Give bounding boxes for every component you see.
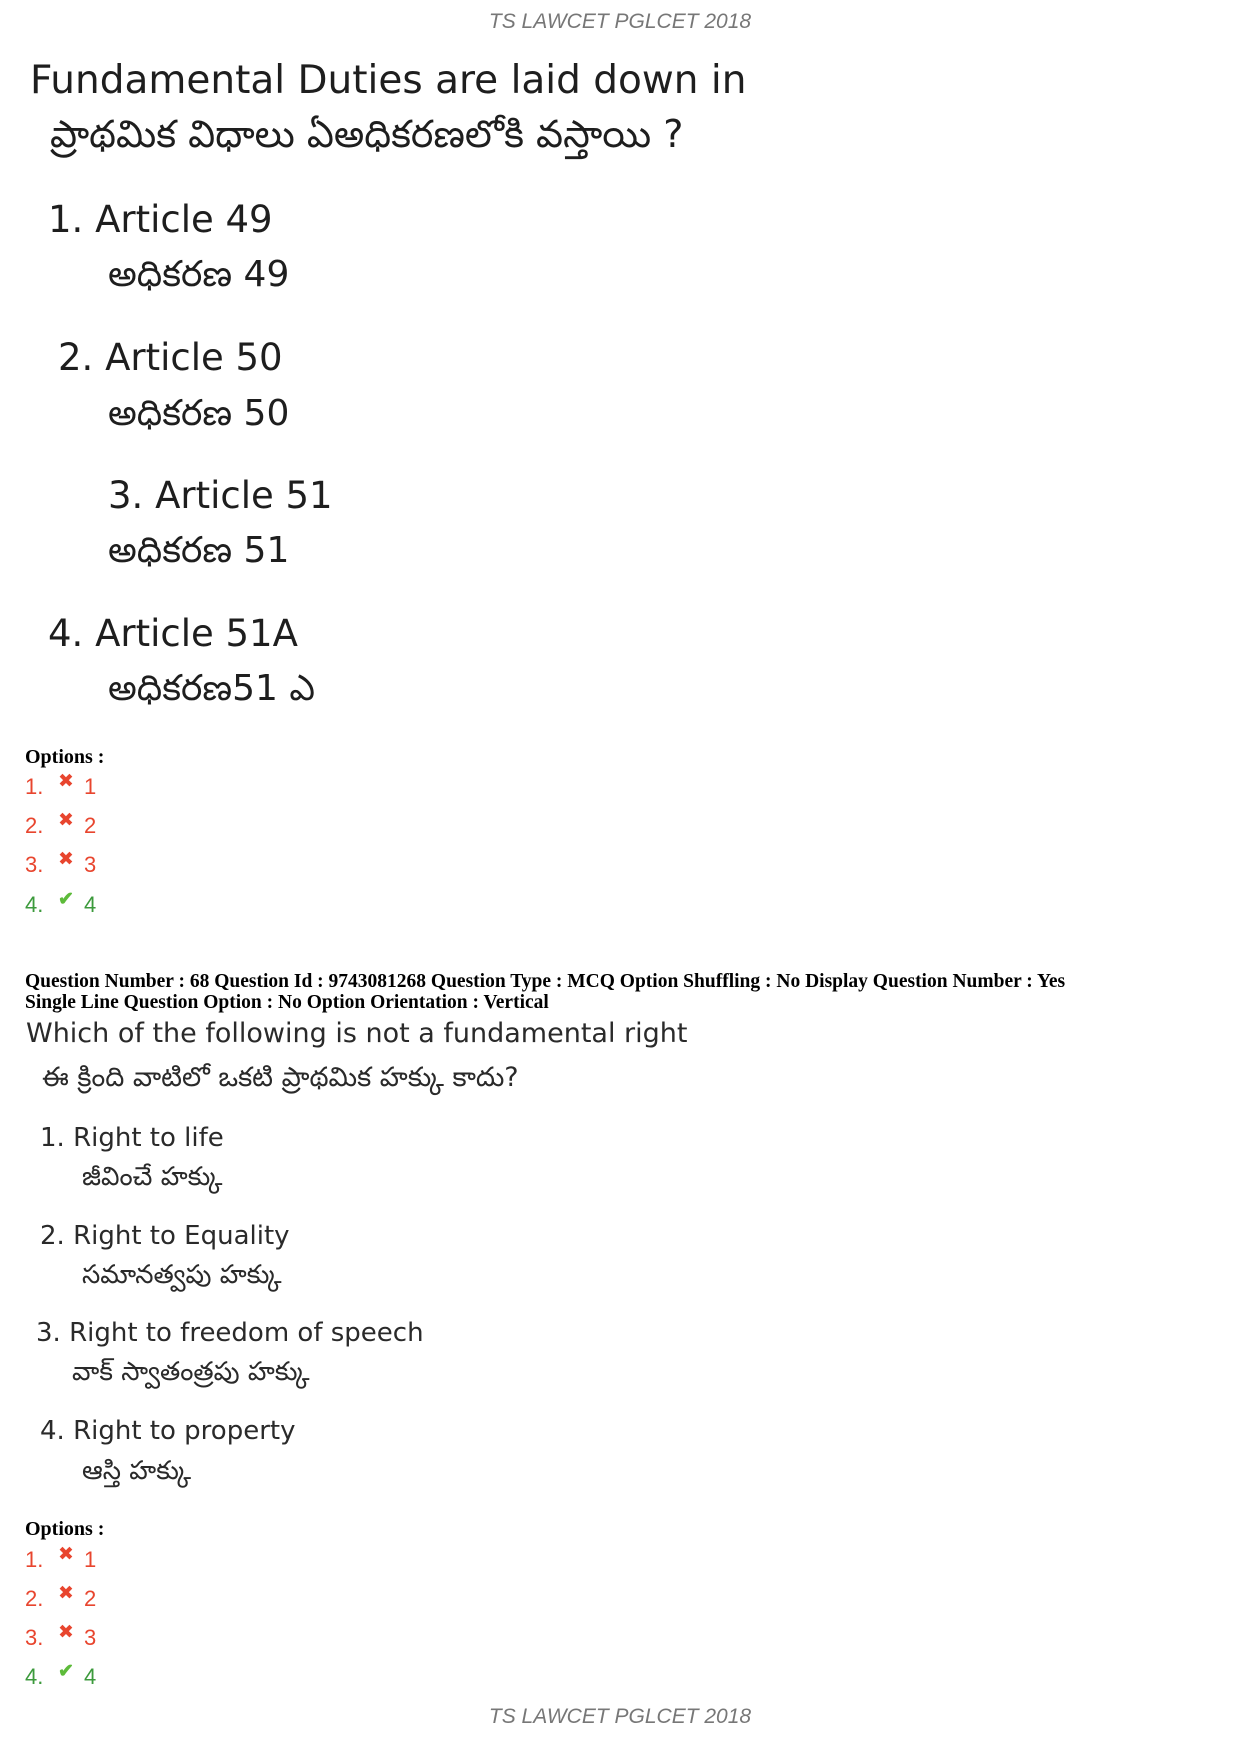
page-header: TS LAWCET PGLCET 2018	[488, 10, 752, 33]
question2-options-label: Options :	[25, 1518, 105, 1540]
option-value: 2	[84, 1586, 97, 1611]
question2-option-4	[25, 1662, 96, 1692]
option-value: 2	[84, 813, 97, 838]
question1-choice-3-telugu: అధికరణ 51	[108, 530, 290, 571]
question1-choice-4: 4. Article 51A	[48, 612, 298, 655]
question1-option-2	[25, 811, 96, 841]
question2-title-telugu: ఈ క్రింది వాటిలో ఒకటి ప్రాథమిక హక్కు కాదు?	[42, 1062, 519, 1093]
option-number: 2.	[25, 1586, 44, 1611]
question1-option-4	[25, 890, 96, 920]
option-number: 4.	[25, 1664, 44, 1689]
cross-icon: ✖	[58, 1582, 74, 1604]
question2-choice-3-telugu: వాక్ స్వాతంత్రపు హక్కు	[72, 1357, 310, 1387]
question2-meta-line2: Single Line Question Option : No Option Orientation : Vertical	[25, 992, 549, 1013]
option-value: 3	[84, 1625, 97, 1650]
question2-title: Which of the following is not a fundamental right	[26, 1018, 688, 1049]
question1-title: Fundamental Duties are laid down in	[30, 58, 747, 103]
option-value: 3	[84, 852, 97, 877]
question2-choice-3: 3. Right to freedom of speech	[36, 1318, 424, 1348]
option-value: 4	[84, 892, 97, 917]
cross-icon: ✖	[58, 848, 74, 870]
option-number: 1.	[25, 1547, 44, 1572]
checkmark-icon: ✔	[58, 888, 74, 910]
question2-choice-2-telugu: సమానత్వపు హక్కు	[82, 1260, 282, 1290]
option-value: 1	[84, 1547, 97, 1572]
question1-option-1	[25, 772, 96, 802]
question2-option-2	[25, 1584, 96, 1614]
question1-choice-2: 2. Article 50	[58, 336, 283, 379]
question1-options-label: Options :	[25, 746, 105, 768]
question2-choice-2: 2. Right to Equality	[40, 1221, 290, 1251]
cross-icon: ✖	[58, 1621, 74, 1643]
option-number: 1.	[25, 774, 44, 799]
cross-icon: ✖	[58, 1543, 74, 1565]
question1-choice-2-telugu: అధికరణ 50	[108, 393, 290, 434]
question2-meta-line1: Question Number : 68 Question Id : 9743081268 Question Type : MCQ Option Shuffling : No Display Question Number : Yes	[25, 971, 1066, 992]
cross-icon: ✖	[58, 770, 74, 792]
cross-icon: ✖	[58, 809, 74, 831]
question1-choice-3: 3. Article 51	[108, 474, 333, 517]
question2-choice-4: 4. Right to property	[40, 1416, 296, 1446]
question1-choice-1-telugu: అధికరణ 49	[108, 254, 290, 295]
question2-choice-4-telugu: ఆస్తి హక్కు	[82, 1456, 192, 1486]
question1-choice-1: 1. Article 49	[48, 198, 273, 241]
option-value: 1	[84, 774, 97, 799]
question2-choice-1: 1. Right to life	[40, 1123, 224, 1153]
question1-option-3	[25, 850, 96, 880]
option-value: 4	[84, 1664, 97, 1689]
option-number: 3.	[25, 852, 44, 877]
question2-choice-1-telugu: జీవించే హక్కు	[82, 1162, 223, 1192]
option-number: 4.	[25, 892, 44, 917]
question2-option-1	[25, 1545, 96, 1575]
question1-choice-4-telugu: అధికరణ51 ఎ	[108, 668, 315, 709]
option-number: 2.	[25, 813, 44, 838]
question1-title-telugu: ప్రాథమిక విధాలు ఏఅధికరణలోకి వస్తాయి ?	[50, 112, 684, 156]
page-footer: TS LAWCET PGLCET 2018	[488, 1705, 752, 1728]
question2-option-3	[25, 1623, 96, 1653]
checkmark-icon: ✔	[58, 1660, 74, 1682]
option-number: 3.	[25, 1625, 44, 1650]
